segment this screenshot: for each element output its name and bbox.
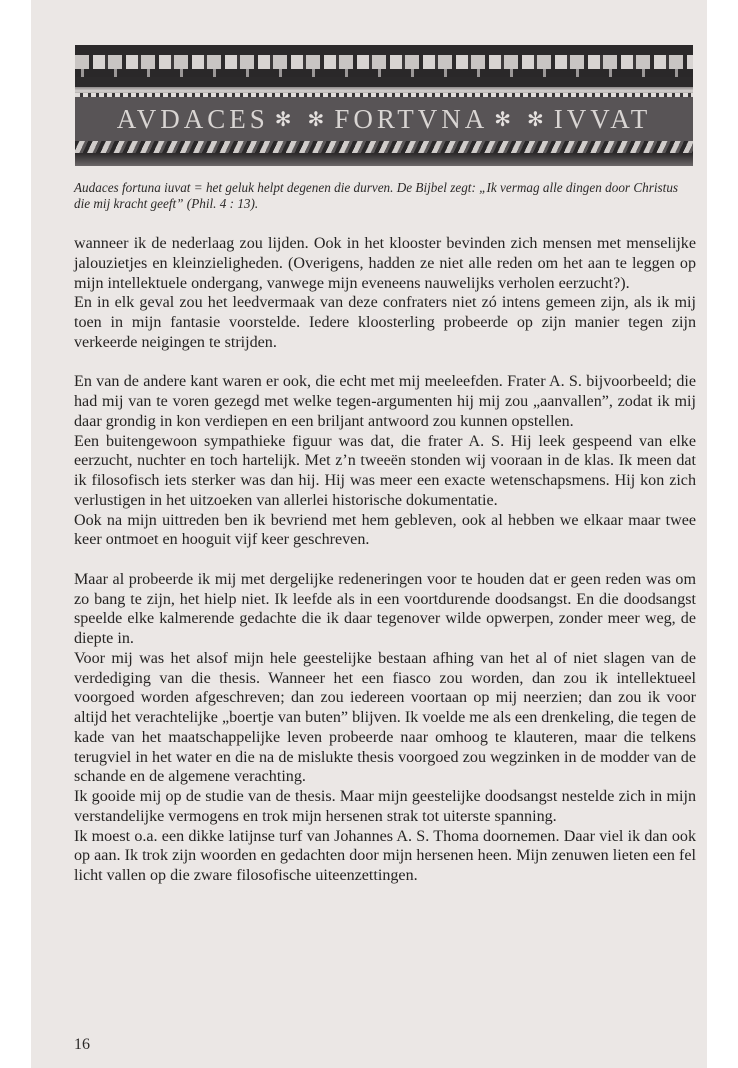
frieze-photo xyxy=(75,45,693,166)
body-text xyxy=(74,234,696,886)
section-gap xyxy=(74,353,696,373)
paragraph: En in elk geval zou het leedvermaak van deze confraters niet zó intens gemeen zijn, als ik mij toen in mijn fantasie voorstelde. Iedere kloosterling probeerde op zijn manier tegen zijn verkeerde neigingen te strijden. xyxy=(74,294,696,351)
star-ornament-icon: ✻ xyxy=(274,108,296,131)
inscription-word-2: FORTVNA xyxy=(334,103,489,134)
inscription-word-3: IVVAT xyxy=(553,103,652,134)
paragraph: Ook na mijn uittreden ben ik bevriend met hem gebleven, ook al hebben we elkaar maar twee keer ontmoet en hooguit vijf keer geschreven. xyxy=(74,511,696,549)
section-gap xyxy=(74,550,696,570)
cornice-molding xyxy=(75,77,693,87)
star-ornament-icon: ✻ xyxy=(307,108,329,131)
paragraph: Ik gooide mij op de studie van de thesis. Maar mijn geestelijke doodsangst nestelde zich in mijn verstandelijke vermogens en trok mijn hersenen strak tot uiterste spanning. xyxy=(74,788,696,825)
cornice-dentils xyxy=(75,55,693,77)
paragraph: Voor mij was het alsof mijn hele geestelijke bestaan afhing van het al of niet slagen van de verdediging van die thesis. Wanneer het een fiasco zou worden, dan zou ik intellektueel voorgoed worden afgeschreven; dan zou iedereen voortaan op mij neerzien; dan zou ik voor altijd het verachtelijke „boertje van buten” blijven. Ik voelde me als een drenkeling, die tegen de kade van het maatschappelijke leven probeerde naar omhoog te klauteren, maar die telkens terugviel in het water en die na de mislukte thesis voorgoed zou wegzinken in de modder van de schande en de algemene verachting. xyxy=(74,649,696,786)
paragraph: Maar al probeerde ik mij met dergelijke redeneringen voor te houden dat er geen reden was om zo bang te zijn, het hielp niet. Ik leefde als in een voortdurende doodsangst. En die doodsangst speelde elke kalmerende gedachte die ik daar tegenover wilde opwerpen, zonder meer weg, de diepte in. xyxy=(74,570,696,647)
cornice-bead-molding xyxy=(75,87,693,97)
star-ornament-icon: ✻ xyxy=(494,108,515,131)
inscription-word-1: AVDACES xyxy=(116,103,269,134)
paragraph: Ik moest o.a. een dikke latijnse turf van Johannes A. S. Thoma doornemen. Daar viel ik dan ook op aan. Ik trok zijn woorden en gedachten door mijn hersenen heen. Mijn zenuwen lieten een fel licht vallen op die zware filosofische uiteenzettingen. xyxy=(74,827,696,884)
paragraph: En van de andere kant waren er ook, die echt met mij meeleefden. Frater A. S. bijvoorbeeld; die had mij van te voren gezegd met welke tegen-argumenten hij mij zou „aanvallen”, zodat ik mij daar grondig in kon verdiepen en een briljant antwoord zou kunnen opstellen. xyxy=(74,373,696,430)
inscription-frieze xyxy=(75,97,693,141)
photo-caption: Audaces fortuna iuvat = het geluk helpt degenen die durven. De Bijbel zegt: „Ik vermag alle dingen door Christus die mij kracht geeft” (Phil. 4 : 13). xyxy=(74,180,679,211)
frieze-base xyxy=(75,153,693,166)
paragraph: wanneer ik de nederlaag zou lijden. Ook in het klooster bevinden zich mensen met menselijke jalouzietjes en kleinzieligheden. (Overigens, hadden ze niet alle reden om het aan te leggen op mijn intellektuele ondergang, vanwege mijn eveneens nauwelijks verholen eerzucht?). xyxy=(74,235,696,292)
star-ornament-icon: ✻ xyxy=(526,108,548,131)
cornice-top xyxy=(75,45,693,55)
page-number: 16 xyxy=(74,1036,90,1053)
paragraph: Een buitengewoon sympathieke figuur was dat, die frater A. S. Hij leek gespeend van elke eerzucht, nuchter en toch hartelijk. Met z’n tweeën stonden wij vooraan in de klas. Ik meen dat ik filosofisch iets sterker was dan hij. Hij was meer een exacte wetenschapsmens. Hij kon zich verlustigen in het uitzoeken van allerlei historische dokumentatie. xyxy=(74,432,696,509)
rope-molding xyxy=(75,141,693,153)
